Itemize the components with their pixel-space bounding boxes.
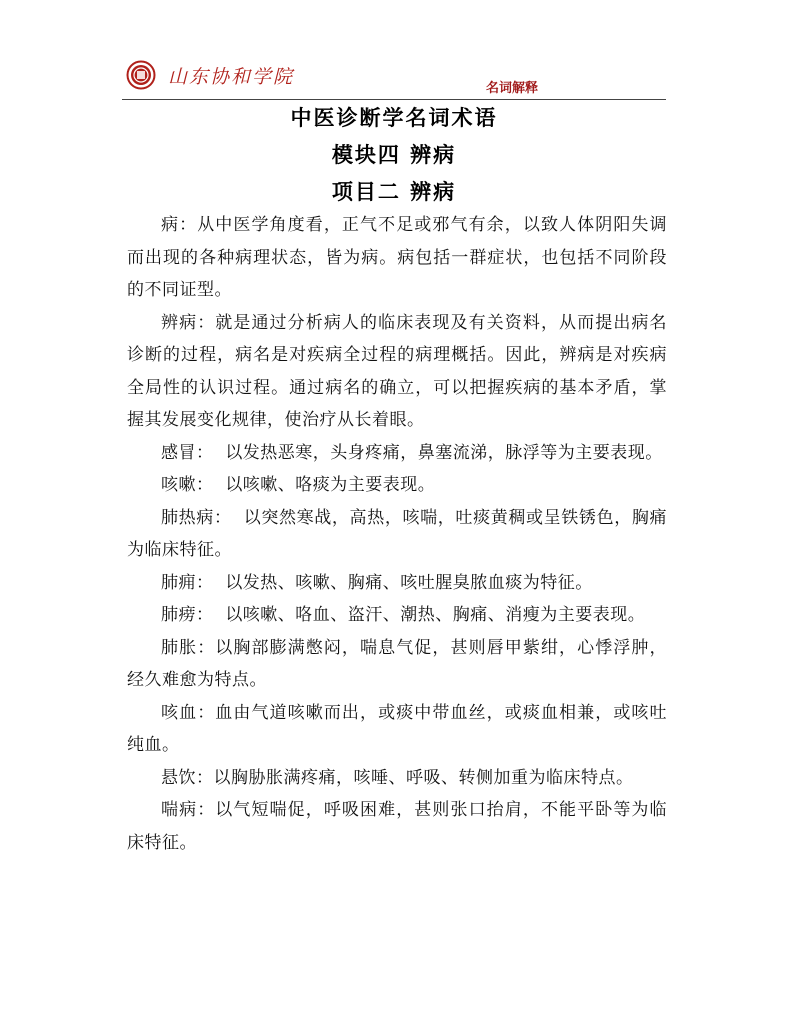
entry-definition: 血由气道咳嗽而出，或痰中带血丝，或痰血相兼，或咳吐纯血。 <box>127 702 668 755</box>
entry-definition: 以胸胁胀满疼痛，咳唾、呼吸、转侧加重为临床特点。 <box>213 767 634 788</box>
entry-term: 悬饮 <box>161 767 196 788</box>
entry-term: 肺痨 <box>161 605 196 625</box>
glossary-entry <box>127 762 667 795</box>
entry-term: 感冒 <box>161 442 196 463</box>
entry-definition: 以胸部膨满憋闷，喘息气促，甚则唇甲紫绀，心悸浮肿，经久难愈为特点。 <box>127 637 668 690</box>
glossary-entry <box>127 307 667 437</box>
glossary-entry <box>127 567 667 600</box>
entry-definition: 就是通过分析病人的临床表现及有关资料，从而提出病名诊断的过程，病名是对疾病全过程的病理概括。因此，辨病是对疾病全局性的认识过程。通过病名的确立，可以把握疾病的基本矛盾，掌握其发展变化规律，使治疗从长着眼。 <box>127 312 668 430</box>
entry-term: 肺痈 <box>161 572 196 593</box>
entry-definition: 以气短喘促，呼吸困难，甚则张口抬肩，不能平卧等为临床特征。 <box>127 800 668 853</box>
module-heading: 模块四 辨病 <box>331 143 457 167</box>
entry-term: 咳血 <box>161 702 198 723</box>
entry-separator: ： <box>196 475 226 495</box>
entry-separator: ： <box>197 637 216 658</box>
glossary-entry <box>127 209 667 307</box>
entry-term: 辨病 <box>161 312 198 333</box>
entry-separator: ： <box>196 767 214 788</box>
entry-separator: ： <box>197 702 216 723</box>
entry-separator: ： <box>197 312 216 333</box>
page-title: 中医诊断学名词术语 <box>290 106 498 130</box>
glossary-entry <box>127 599 667 632</box>
entry-term: 喘病 <box>161 800 198 820</box>
glossary-entry <box>127 469 667 502</box>
glossary-body <box>127 209 667 859</box>
entry-definition: 从中医学角度看，正气不足或邪气有余，以致人体阴阳失调而出现的各种病理状态，皆为病。病包括一群症状，也包括不同阶段的不同证型。 <box>127 215 668 300</box>
glossary-entry <box>127 632 667 697</box>
entry-separator: ： <box>196 442 226 463</box>
entry-definition: 以发热恶寒，头身疼痛，鼻塞流涕，脉浮等为主要表现。 <box>225 442 663 463</box>
entry-separator: ： <box>197 800 216 820</box>
header-divider <box>122 99 666 100</box>
entry-separator: ： <box>196 605 226 625</box>
header-section-label: 名词解释 <box>486 81 539 96</box>
entry-term: 肺胀 <box>161 637 198 658</box>
entry-definition: 以咳嗽、咯血、盗汗、潮热、胸痛、消瘦为主要表现。 <box>225 605 646 625</box>
project-heading: 项目二 辨病 <box>331 180 457 204</box>
glossary-entry <box>127 794 667 859</box>
entry-term: 病 <box>161 215 180 235</box>
glossary-entry <box>127 502 667 567</box>
glossary-entry <box>127 437 667 470</box>
school-logo-text: 山东协和学院 <box>168 66 295 88</box>
entry-separator: ： <box>196 572 226 593</box>
entry-term: 咳嗽 <box>161 475 196 495</box>
glossary-entry <box>127 697 667 762</box>
entry-definition: 以突然寒战，高热，咳喘，吐痰黄稠或呈铁锈色，胸痛为临床特征。 <box>127 507 668 560</box>
entry-separator: ： <box>213 507 244 528</box>
header-label-wrap <box>0 58 788 98</box>
entry-term: 肺热病 <box>161 507 214 528</box>
entry-separator: ： <box>179 215 198 235</box>
entry-definition: 以咳嗽、咯痰为主要表现。 <box>225 475 436 495</box>
entry-definition: 以发热、咳嗽、胸痛、咳吐腥臭脓血痰为特征。 <box>225 572 593 593</box>
